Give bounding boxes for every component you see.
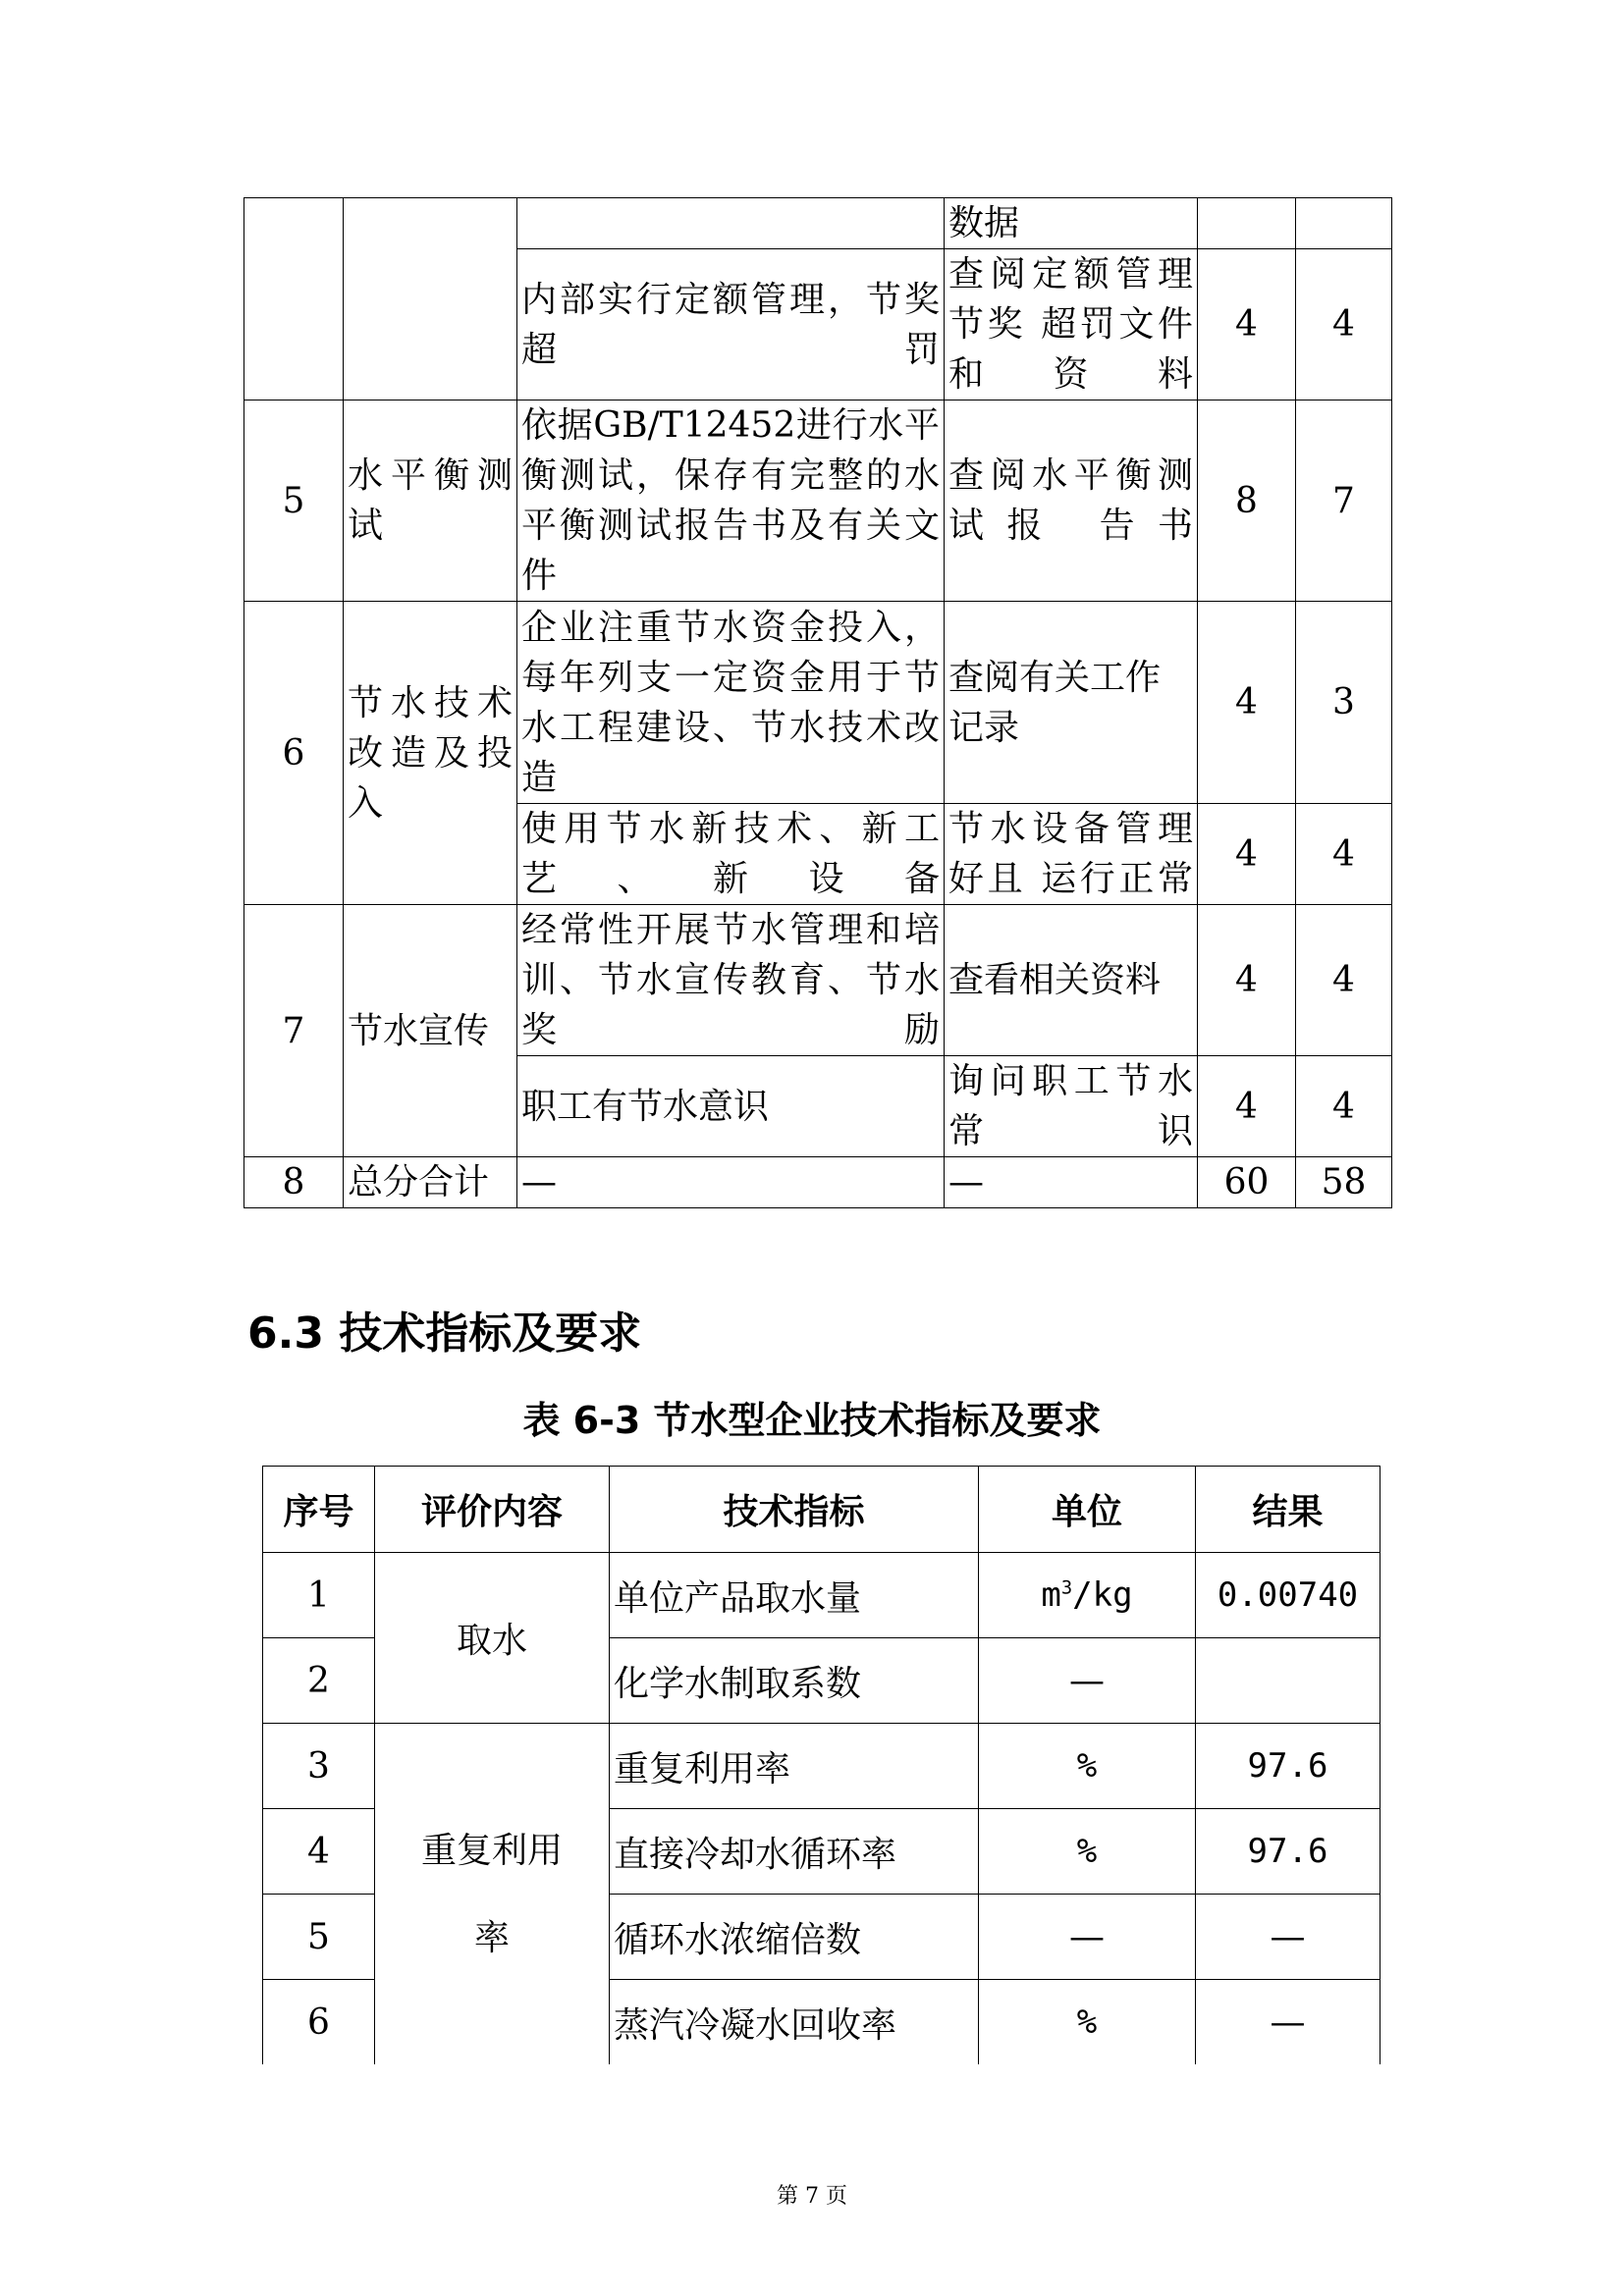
full-score-cell: 4 (1198, 1056, 1296, 1157)
no-cell: 1 (263, 1553, 375, 1638)
content-cell: 内部实行定额管理，节奖超罚 (517, 249, 945, 400)
result-cell: — (1196, 1895, 1380, 1980)
unit-tail: /kg (1072, 1575, 1133, 1615)
full-score-cell: 60 (1198, 1157, 1296, 1208)
item-cell: 节水技术改造及投入 (344, 602, 517, 905)
method-cell: — (945, 1157, 1198, 1208)
result-cell: 97.6 (1196, 1809, 1380, 1895)
section-heading: 6.3 技术指标及要求 (247, 1308, 642, 1359)
full-score-cell: 4 (1198, 905, 1296, 1056)
header-no: 序号 (263, 1467, 375, 1553)
header-indicator: 技术指标 (610, 1467, 979, 1553)
content-cell: 企业注重节水资金投入，每年列支一定资金用于节水工程建设、节水技术改造 (517, 602, 945, 804)
table-row (244, 1157, 1392, 1208)
score-cell: 4 (1296, 1056, 1392, 1157)
no-cell: 7 (244, 905, 344, 1157)
method-cell: 查阅有关工作记录 (945, 602, 1198, 804)
item-cell: 总分合计 (344, 1157, 517, 1208)
no-cell: 4 (263, 1809, 375, 1895)
item-cell (344, 198, 517, 400)
no-cell: 8 (244, 1157, 344, 1208)
content-cell: 依据GB/T12452进行水平衡测试，保存有完整的水平衡测试报告书及有关文件 (517, 400, 945, 602)
no-cell: 6 (244, 602, 344, 905)
unit-cell (979, 1553, 1196, 1638)
score-cell (1296, 198, 1392, 249)
score-cell: 58 (1296, 1157, 1392, 1208)
score-cell: 3 (1296, 602, 1392, 804)
method-cell: 节水设备管理好且 运行正常 (945, 804, 1198, 905)
unit-base: m (1041, 1575, 1061, 1615)
indicator-cell: 单位产品取水量 (610, 1553, 979, 1638)
full-score-cell: 4 (1198, 249, 1296, 400)
assessment-table-continued (244, 197, 1392, 1208)
table-caption: 表 6-3 节水型企业技术指标及要求 (522, 1399, 1102, 1442)
category-cell (375, 1724, 610, 2065)
no-cell: 5 (263, 1895, 375, 1980)
content-cell: 职工有节水意识 (517, 1056, 945, 1157)
no-cell: 5 (244, 400, 344, 602)
indicator-cell: 蒸汽冷凝水回收率 (610, 1980, 979, 2065)
header-category: 评价内容 (375, 1467, 610, 1553)
category-text: 重复利用率 (420, 1830, 563, 1958)
result-cell (1196, 1638, 1380, 1724)
item-cell: 水平衡测试 (344, 400, 517, 602)
header-unit: 单位 (979, 1467, 1196, 1553)
method-cell: 数据 (945, 198, 1198, 249)
table-row (244, 198, 1392, 249)
full-score-cell: 8 (1198, 400, 1296, 602)
content-cell: — (517, 1157, 945, 1208)
item-cell: 节水宣传 (344, 905, 517, 1157)
table-row (263, 1724, 1380, 1809)
unit-superscript: 3 (1060, 1577, 1073, 1599)
category-cell: 取水 (375, 1553, 610, 1724)
no-cell: 6 (263, 1980, 375, 2065)
method-cell: 查看相关资料 (945, 905, 1198, 1056)
page-number: 第 7 页 (777, 2184, 847, 2209)
score-cell: 4 (1296, 905, 1392, 1056)
table-row (263, 1553, 1380, 1638)
header-result: 结果 (1196, 1467, 1380, 1553)
score-cell: 7 (1296, 400, 1392, 602)
result-cell: — (1196, 1980, 1380, 2065)
table-row (244, 400, 1392, 602)
table-row (244, 905, 1392, 1056)
unit-cell: % (979, 1724, 1196, 1809)
indicator-cell: 循环水浓缩倍数 (610, 1895, 979, 1980)
full-score-cell (1198, 198, 1296, 249)
method-cell: 查阅定额管理节奖 超罚文件和资料 (945, 249, 1198, 400)
unit-cell: % (979, 1809, 1196, 1895)
full-score-cell: 4 (1198, 602, 1296, 804)
method-cell: 查阅水平衡测试报 告书 (945, 400, 1198, 602)
unit-cell: % (979, 1980, 1196, 2065)
content-cell (517, 198, 945, 249)
indicator-cell: 化学水制取系数 (610, 1638, 979, 1724)
unit-cell: — (979, 1638, 1196, 1724)
full-score-cell: 4 (1198, 804, 1296, 905)
table-header-row (263, 1467, 1380, 1553)
technical-indicators-table (262, 1466, 1380, 2064)
score-cell: 4 (1296, 804, 1392, 905)
indicator-cell: 重复利用率 (610, 1724, 979, 1809)
result-cell: 0.00740 (1196, 1553, 1380, 1638)
score-cell: 4 (1296, 249, 1392, 400)
no-cell (244, 198, 344, 400)
unit-cell: — (979, 1895, 1196, 1980)
content-cell: 使用节水新技术、新工艺、新设备 (517, 804, 945, 905)
no-cell: 3 (263, 1724, 375, 1809)
content-cell: 经常性开展节水管理和培训、节水宣传教育、节水奖励 (517, 905, 945, 1056)
indicator-cell: 直接冷却水循环率 (610, 1809, 979, 1895)
no-cell: 2 (263, 1638, 375, 1724)
method-cell: 询问职工节水常识 (945, 1056, 1198, 1157)
table-row (244, 602, 1392, 804)
result-cell: 97.6 (1196, 1724, 1380, 1809)
